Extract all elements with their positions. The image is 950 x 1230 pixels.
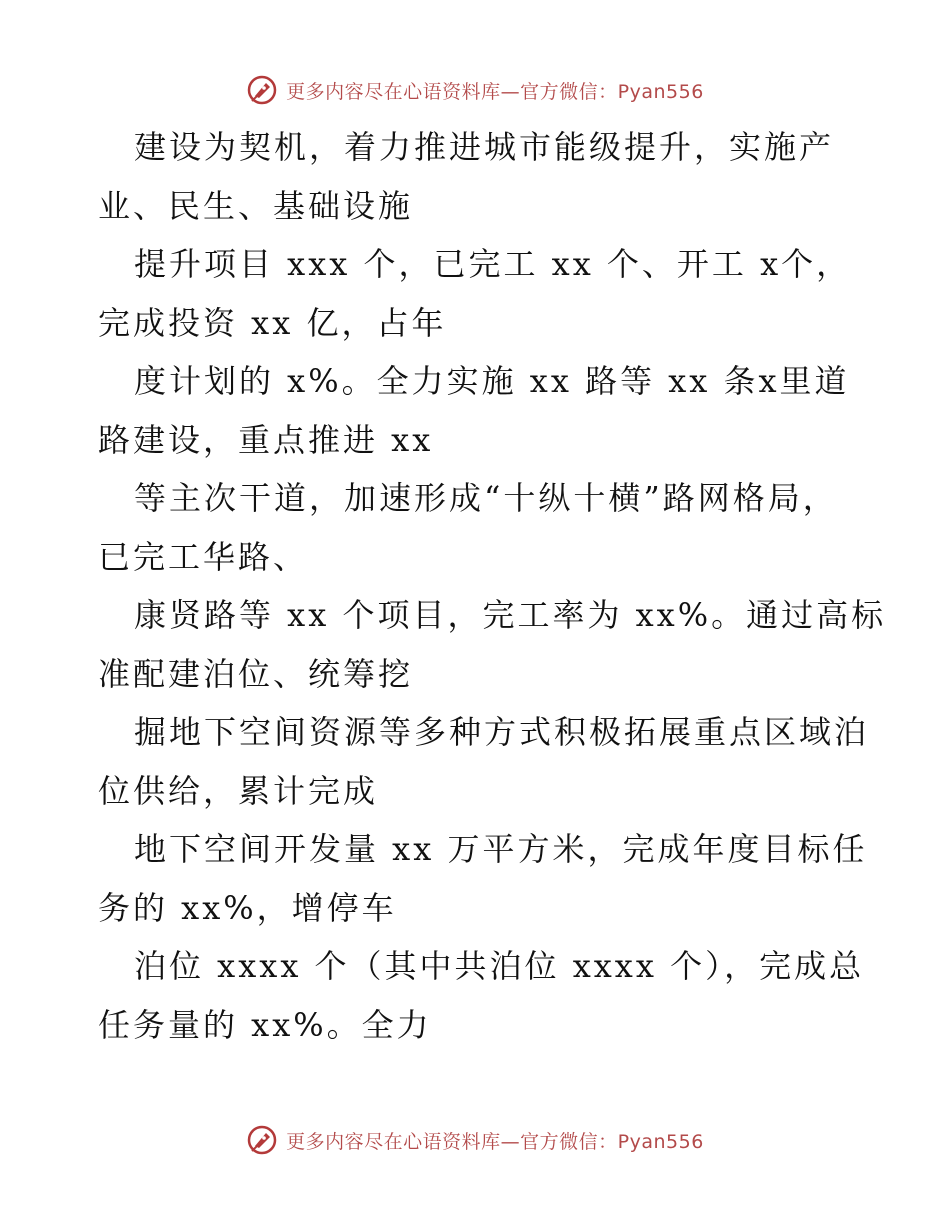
header-banner (0, 70, 950, 110)
header-banner-text: 更多内容尽在心语资料库—官方微信：Pyan556 (286, 80, 704, 103)
pen-nib-icon (246, 74, 278, 106)
text-line: 提升项目 xxx 个，已完工 xx 个、开工 x个， (134, 245, 852, 283)
text-line: 完成投资 xx 亿，占年 (98, 303, 447, 342)
pen-nib-icon (246, 1124, 278, 1156)
footer-banner (0, 1120, 950, 1160)
text-line: 路建设，重点推进 xx (98, 420, 434, 459)
text-line: 已完工华路、 (98, 537, 309, 576)
text-line: 度计划的 x%。全力实施 xx 路等 xx 条x里道 (134, 362, 850, 400)
text-line: 业、民生、基础设施 (98, 186, 414, 225)
text-line: 地下空间开发量 xx 万平方米，完成年度目标任 (134, 830, 868, 868)
text-line: 准配建泊位、统筹挖 (98, 654, 414, 693)
text-line: 泊位 xxxx 个（其中共泊位 xxxx 个），完成总 (134, 947, 865, 985)
text-line: 位供给，累计完成 (98, 771, 379, 810)
text-line: 务的 xx%，增停车 (98, 888, 397, 927)
text-line: 任务量的 xx%。全力 (98, 1005, 432, 1044)
document-body (98, 118, 887, 1054)
text-line: 掘地下空间资源等多种方式积极拓展重点区域泊 (134, 713, 870, 751)
footer-banner-text: 更多内容尽在心语资料库—官方微信：Pyan556 (286, 1130, 704, 1153)
text-line: 建设为契机，着力推进城市能级提升，实施产 (134, 128, 835, 166)
text-line: 等主次干道，加速形成“十纵十横”路网格局， (134, 479, 838, 517)
text-line: 康贤路等 xx 个项目，完工率为 xx%。通过高标 (134, 596, 887, 634)
